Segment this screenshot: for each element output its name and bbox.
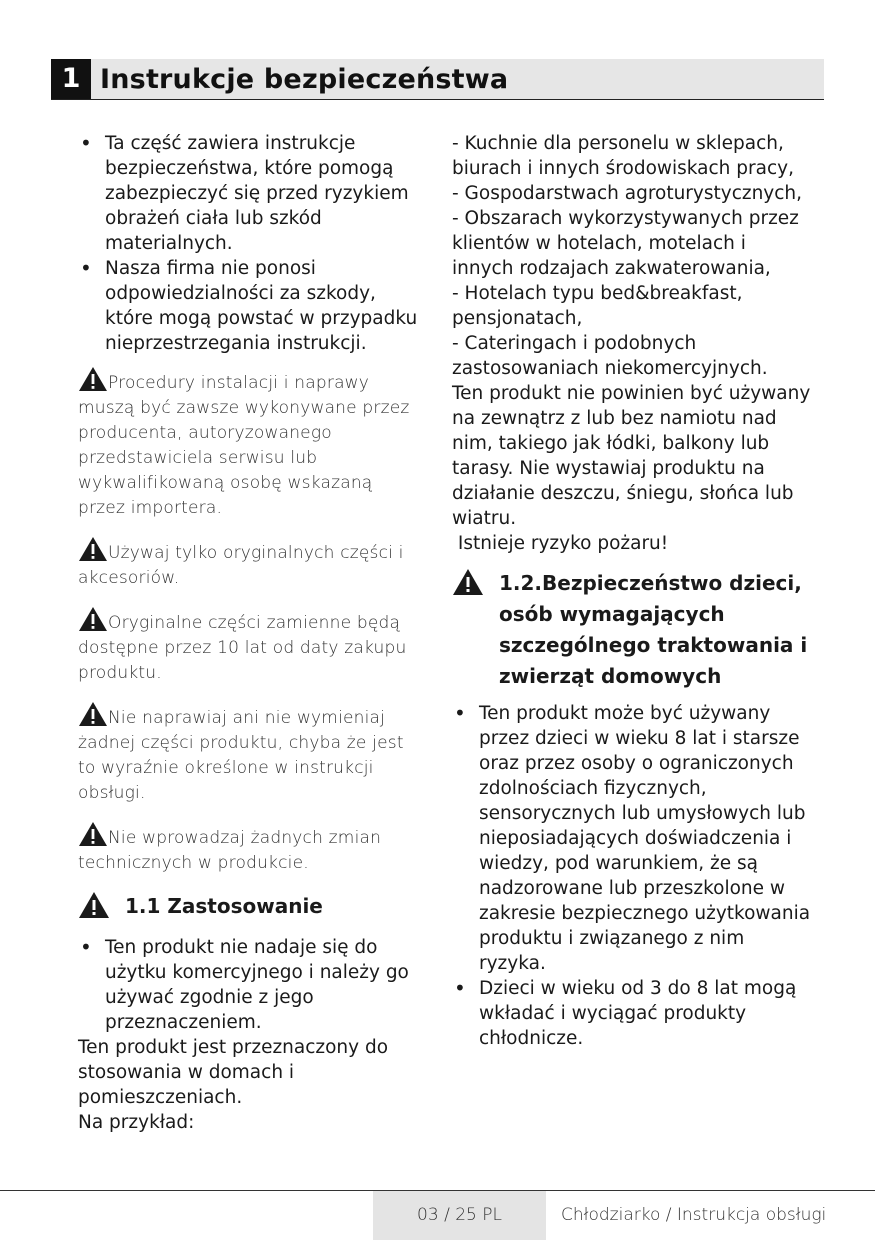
list-item: • Ten produkt nie nadaje się do użytku komercyjnego i należy go używać zgodnie z jego przeznaczeniem. <box>78 935 423 1035</box>
left-column <box>78 131 423 1135</box>
warning-text: Nie wprowadzaj żadnych zmian technicznych w produkcie. <box>78 828 382 873</box>
intro-bullet-list <box>78 131 423 356</box>
list-item: • Ta część zawiera instrukcje bezpieczeństwa, które pomogą zabezpieczyć się przed ryzykiem obrażeń ciała lub szkód materialnych. <box>78 131 423 256</box>
footer-page-box <box>373 1191 546 1240</box>
warning-note <box>78 821 423 876</box>
warning-triangle-icon <box>452 568 484 596</box>
subsection-title: 1.2.Bezpieczeństwo dzieci, osób wymagających szczególnego traktowania i zwierząt domowych <box>499 571 808 688</box>
usage-list-line: - Gospodarstwach agroturystycznych, <box>452 183 803 204</box>
subsection-title: 1.1 Zastosowanie <box>125 894 323 918</box>
fire-risk-note: Istnieje ryzyko pożaru! <box>452 533 669 554</box>
usage-paragraph-example: Na przykład: <box>78 1112 195 1133</box>
warning-text: Procedury instalacji i naprawy muszą być zawsze wykonywane przez producenta, autoryzowanego przedstawiciela serwisu lub wykwalifikowaną osobę wskazaną przez importera. <box>78 373 410 518</box>
warning-triangle-icon <box>78 891 110 919</box>
subsection-heading <box>452 568 812 692</box>
usage-paragraph: Ten produkt jest przeznaczony do stosowania w domach i pomieszczeniach. <box>78 1037 389 1108</box>
warning-note <box>78 366 423 521</box>
document-title: Chłodziarko / Instrukcja obsługi <box>561 1205 827 1225</box>
page-number: 03 / 25 PL <box>417 1205 502 1225</box>
outdoor-paragraph: Ten produkt nie powinien być używany na zewnątrz z lub bez namiotu nad nim, takiego jak łódki, balkony lub tarasy. Nie wystawiaj produktu na działanie deszczu, śniegu, słońca lub wiatru. <box>452 383 811 529</box>
warning-triangle-icon <box>78 821 108 847</box>
section-header <box>51 59 824 100</box>
warning-triangle-icon <box>78 536 108 562</box>
section-number: 1 <box>51 59 91 99</box>
warning-text: Używaj tylko oryginalnych części i akcesoriów. <box>78 543 404 588</box>
list-item: • Dzieci w wieku od 3 do 8 lat mogą wkładać i wyciągać produkty chłodnicze. <box>452 976 812 1051</box>
warning-triangle-icon <box>78 701 108 727</box>
right-column <box>452 131 812 1051</box>
usage-bullet-list <box>78 935 423 1035</box>
warning-text: Nie naprawiaj ani nie wymieniaj żadnej części produktu, chyba że jest to wyraźnie określone w instrukcji obsługi. <box>78 708 404 803</box>
warning-triangle-icon <box>78 366 108 392</box>
warning-text: Oryginalne części zamienne będą dostępne przez 10 lat od daty zakupu produktu. <box>78 613 407 683</box>
warning-note <box>78 536 423 591</box>
section-title: Instrukcje bezpieczeństwa <box>100 64 509 95</box>
usage-list-line: - Obszarach wykorzystywanych przez klientów w hotelach, motelach i innych rodzajach zakwaterowania, <box>452 208 799 279</box>
usage-list-line: - Kuchnie dla personelu w sklepach, biurach i innych środowiskach pracy, <box>452 133 794 179</box>
children-bullet-list <box>452 701 812 1051</box>
usage-list-line: - Cateringach i podobnych zastosowaniach niekomercyjnych. <box>452 333 768 379</box>
usage-list-line: - Hotelach typu bed&breakfast, pensjonatach, <box>452 283 743 329</box>
warning-triangle-icon <box>78 606 108 632</box>
list-item: • Nasza firma nie ponosi odpowiedzialności za szkody, które mogą powstać w przypadku nieprzestrzegania instrukcji. <box>78 256 423 356</box>
warning-note <box>78 606 423 686</box>
warning-note <box>78 701 423 806</box>
subsection-heading <box>78 891 423 922</box>
list-item: • Ten produkt może być używany przez dzieci w wieku 8 lat i starsze oraz przez osoby o ograniczonych zdolnościach fizycznych, sensorycznych lub umysłowych lub nieposiadających doświadczenia i wiedzy, pod warunkiem, że są nadzorowane lub przeszkolone w zakresie bezpiecznego użytkowania produktu i związanego z nim ryzyka. <box>452 701 812 976</box>
